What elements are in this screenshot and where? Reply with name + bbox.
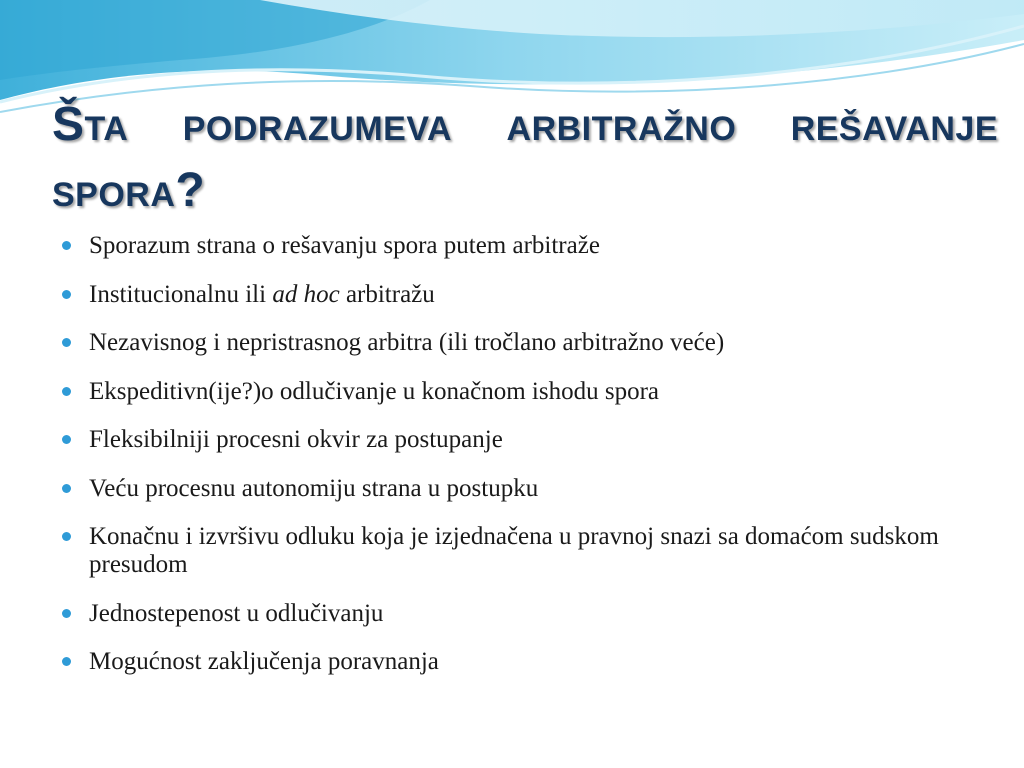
bullet-text-pre: Institucionalnu ili [89, 280, 273, 308]
list-item [62, 648, 982, 676]
bullet-icon [62, 387, 71, 396]
bullet-icon [62, 484, 71, 493]
bullet-text: Veću procesnu autonomiju strana u postupku [89, 474, 539, 502]
bullet-text: Konačnu i izvršivu odluku koja je izjednačena u pravnoj snazi sa domaćom sudskom presudom [89, 523, 939, 578]
bullet-icon [62, 609, 71, 618]
bullet-icon [62, 338, 71, 347]
bullet-text-post: arbitražu [339, 280, 435, 308]
bullet-text: Sporazum strana o rešavanju spora putem arbitraže [89, 232, 600, 259]
slide-title: Šta podrazumeva arbitražno rešavanje spora? [52, 98, 998, 217]
bullet-icon [62, 657, 71, 666]
list-item [62, 475, 982, 503]
list-item [62, 329, 982, 357]
bullet-text: Fleksibilniji procesni okvir za postupanje [89, 426, 503, 453]
list-item [62, 426, 982, 454]
bullet-icon [62, 290, 71, 299]
list-item [62, 232, 982, 260]
bullet-text: Jednostepenost u odlučivanju [89, 599, 384, 627]
bullet-icon [62, 241, 71, 250]
bullet-icon [62, 435, 71, 444]
bullet-text: Mogućnost zaključenja poravnanja [89, 648, 439, 675]
bullet-text: Nezavisnog i nepristrasnog arbitra (ili tročlano arbitražno veće) [89, 329, 725, 356]
bullet-icon [62, 532, 71, 541]
list-item [62, 378, 982, 406]
bullet-text: Ekspeditivn(ije?)o odlučivanje u konačnom ishodu spora [89, 377, 660, 405]
list-item [62, 523, 982, 579]
list-item [62, 281, 982, 309]
bullet-list [62, 232, 982, 697]
list-item [62, 600, 982, 628]
bullet-text-italic: ad hoc [272, 280, 340, 308]
